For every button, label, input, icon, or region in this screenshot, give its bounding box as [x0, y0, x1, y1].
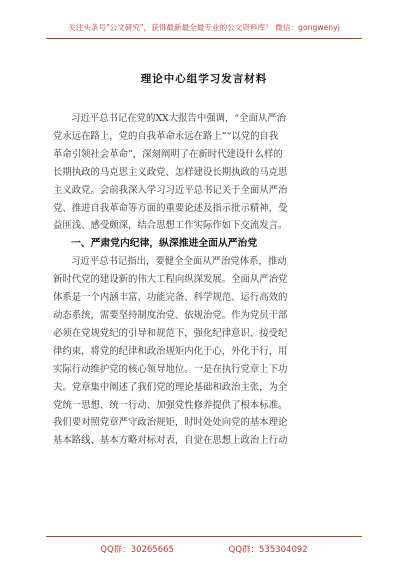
text-line: 习近平总书记指出，要健全全面从严治党体系，推动 [71, 256, 287, 268]
text-line: 益匪浅、感受颇深，结合思想工作实际作如下交流发言。 [53, 220, 288, 232]
document-body [53, 110, 353, 450]
text-line: 体系是一个内涵丰富、功能完备、科学规范、运行高效的 [53, 292, 288, 304]
text-line: 基本路线、基本方略对标对表，自觉在思想上政治上行动 [53, 435, 288, 447]
text-line: 长期执政的马克思主义政党、怎样建设长期执政的马克思 [53, 166, 288, 178]
footer-divider [46, 536, 362, 537]
text-line: 新时代党的建设新的伟大工程向纵深发展。全面从严治党 [53, 274, 288, 286]
header-divider [46, 38, 362, 39]
footer-qq-group-1: QQ群：30265665 [100, 545, 174, 555]
text-line: 党、推进自我革命等方面的重要论述及指示批示精神，受 [53, 202, 288, 214]
intro-paragraph [53, 110, 353, 235]
text-line: 我们要对照党章严守政治规矩，时时处处向党的基本理论 [53, 417, 288, 429]
text-line: 动态系统，需要坚持制度治党、依规治党。作为党员干部 [53, 309, 288, 321]
text-line: 党统一思想、统一行动、加强党性修养提供了根本标准。 [53, 399, 288, 411]
header-promo-note: 关注头条号"公文研究"，获得最新最全最专业的公文资料库！ 微信：gongwenyj [68, 23, 340, 32]
footer [0, 543, 408, 555]
text-line: 党永远在路上，党的自我革命永远在路上”“以党的自我 [53, 130, 279, 142]
section-heading: 一、严肃党内纪律，纵深推进全面从严治党 [71, 238, 258, 250]
document-title: 理论中心组学习发言材料 [140, 73, 268, 85]
text-line: 夫。党章集中阐述了我们党的理论基础和政治主张，为全 [53, 381, 288, 393]
text-line: 主义政党。会前我深入学习习近平总书记关于全面从严治 [53, 184, 288, 196]
text-line: 习近平总书记在党的XX大报告中强调，“全面从严治 [71, 113, 287, 124]
section-paragraph [53, 253, 353, 450]
footer-qq-group-2: QQ群：535304092 [228, 545, 308, 555]
text-line: 实际行动维护党的核心领导地位。一是在执行党章上下功 [53, 363, 288, 375]
text-line: 律约束，将党的纪律和政治规矩内化于心，外化于行，用 [53, 345, 288, 357]
text-line: 革命引领社会革命”，深刻阐明了在新时代建设什么样的 [53, 148, 283, 160]
text-line: 必须在党规党纪的引导和规范下，强化纪律意识、接受纪 [53, 327, 288, 339]
